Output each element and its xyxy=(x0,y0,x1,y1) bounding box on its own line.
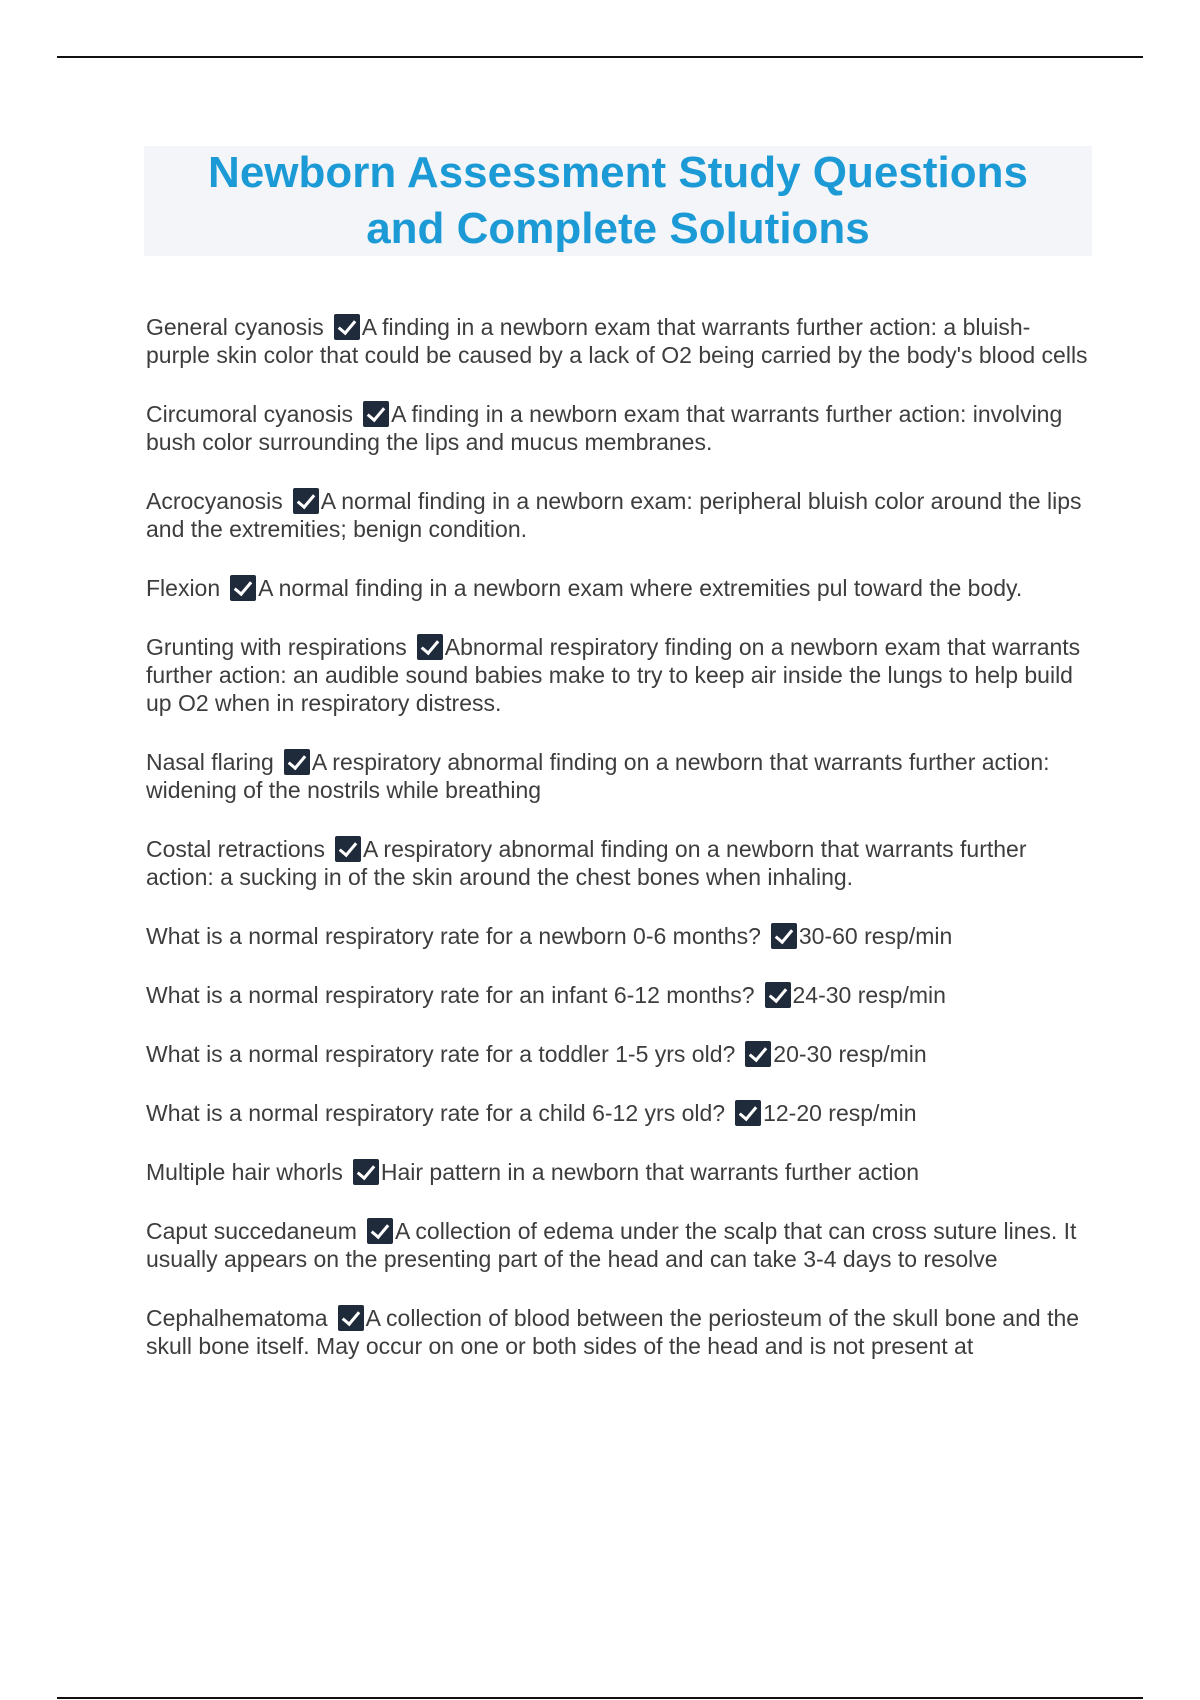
qa-item xyxy=(146,1040,1092,1068)
checkbox-check-icon xyxy=(363,401,389,427)
qa-definition: A normal finding in a newborn exam: peripheral bluish color around the lips and the extremities; benign condition. xyxy=(146,488,1082,542)
qa-term: Acrocyanosis xyxy=(146,488,283,514)
qa-definition: A collection of blood between the periosteum of the skull bone and the skull bone itself. May occur on one or both sides of the head and is not present at xyxy=(146,1305,1080,1359)
checkbox-check-icon xyxy=(335,836,361,862)
qa-item xyxy=(146,1158,1092,1186)
qa-item xyxy=(146,574,1092,602)
qa-term: What is a normal respiratory rate for an infant 6-12 months? xyxy=(146,982,755,1008)
qa-term: What is a normal respiratory rate for a toddler 1-5 yrs old? xyxy=(146,1041,736,1067)
qa-definition: 24-30 resp/min xyxy=(792,982,946,1008)
qa-definition: A finding in a newborn exam that warrants further action: involving bush color surrounding the lips and mucus membranes. xyxy=(146,401,1063,455)
qa-definition: 20-30 resp/min xyxy=(773,1041,927,1067)
qa-term: What is a normal respiratory rate for a newborn 0-6 months? xyxy=(146,923,761,949)
qa-term: Grunting with respirations xyxy=(146,634,407,660)
checkbox-check-icon xyxy=(765,982,791,1008)
qa-term: General cyanosis xyxy=(146,314,324,340)
qa-term: Costal retractions xyxy=(146,836,325,862)
qa-term: Flexion xyxy=(146,575,221,601)
checkbox-check-icon xyxy=(771,923,797,949)
qa-definition: 30-60 resp/min xyxy=(798,923,953,949)
qa-definition: Abnormal respiratory finding on a newborn exam that warrants further action: an audible sound babies make to try to keep air inside the lungs to help build up O2 when in respiratory distress. xyxy=(146,634,1081,716)
qa-definition: Hair pattern in a newborn that warrants further action xyxy=(380,1159,920,1185)
qa-item xyxy=(146,400,1092,456)
checkbox-check-icon xyxy=(293,488,319,514)
qa-item xyxy=(146,487,1092,543)
qa-term: What is a normal respiratory rate for a child 6-12 yrs old? xyxy=(146,1100,726,1126)
qa-definition: A finding in a newborn exam that warrants further action: a bluish-purple skin color that could be caused by a lack of O2 being carried by the body's blood cells xyxy=(146,314,1088,368)
document-title-line-2: and Complete Solutions xyxy=(366,204,870,253)
qa-term: Circumoral cyanosis xyxy=(146,401,354,427)
qa-list xyxy=(146,313,1092,1391)
qa-term: Cephalhematoma xyxy=(146,1305,328,1331)
checkbox-check-icon xyxy=(417,634,443,660)
checkbox-check-icon xyxy=(230,575,256,601)
checkbox-check-icon xyxy=(353,1159,379,1185)
qa-definition: A respiratory abnormal finding on a newborn that warrants further action: widening of the nostrils while breathing xyxy=(146,749,1050,803)
qa-item xyxy=(146,1217,1092,1273)
checkbox-check-icon xyxy=(367,1218,393,1244)
checkbox-check-icon xyxy=(735,1100,761,1126)
top-rule xyxy=(57,56,1143,58)
checkbox-check-icon xyxy=(745,1041,771,1067)
checkbox-check-icon xyxy=(334,314,360,340)
qa-definition: A respiratory abnormal finding on a newborn that warrants further action: a sucking in of the skin around the chest bones when inhaling. xyxy=(146,836,1027,890)
qa-item xyxy=(146,748,1092,804)
document-title-banner xyxy=(144,146,1092,256)
qa-term: Caput succedaneum xyxy=(146,1218,357,1244)
qa-definition: A collection of edema under the scalp that can cross suture lines. It usually appears on the presenting part of the head and can take 3-4 days to resolve xyxy=(146,1218,1077,1272)
qa-item xyxy=(146,922,1092,950)
qa-term: Multiple hair whorls xyxy=(146,1159,343,1185)
qa-definition: A normal finding in a newborn exam where extremities pul toward the body. xyxy=(258,575,1023,601)
qa-term: Nasal flaring xyxy=(146,749,274,775)
qa-item xyxy=(146,835,1092,891)
checkbox-check-icon xyxy=(338,1305,364,1331)
qa-item xyxy=(146,313,1092,369)
qa-definition: 12-20 resp/min xyxy=(763,1100,917,1126)
qa-item xyxy=(146,1099,1092,1127)
qa-item xyxy=(146,633,1092,717)
document-title-line-1: Newborn Assessment Study Questions xyxy=(208,148,1028,197)
qa-item xyxy=(146,981,1092,1009)
qa-item xyxy=(146,1304,1092,1360)
bottom-rule xyxy=(57,1697,1143,1699)
checkbox-check-icon xyxy=(284,749,310,775)
